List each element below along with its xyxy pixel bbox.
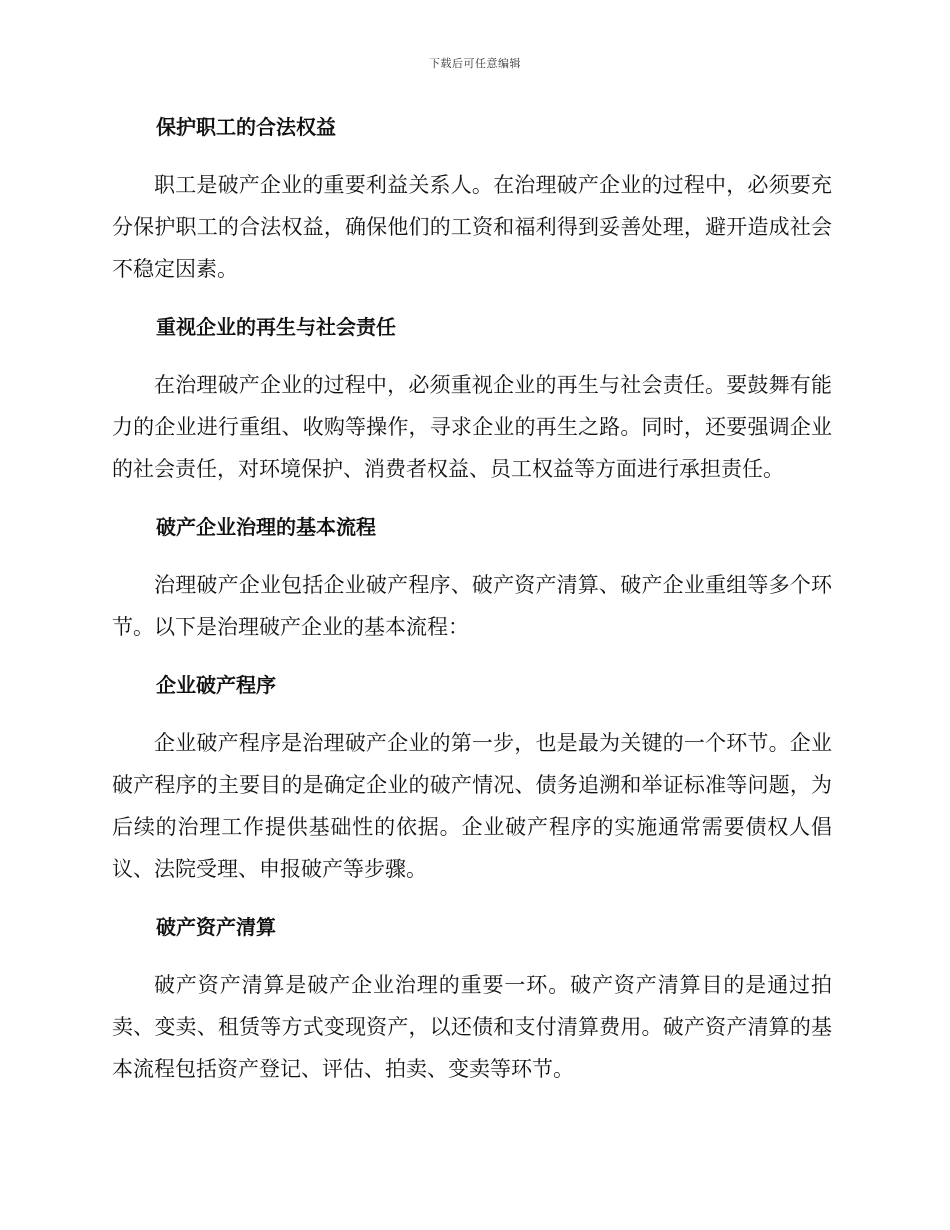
section-paragraph: 在治理破产企业的过程中，必须重视企业的再生与社会责任。要鼓舞有能力的企业进行重组、收购等操作，寻求企业的再生之路。同时，还要强调企业的社会责任，对环境保护、消费者权益、员工权益等方面进行承担责任。 [112,373,832,481]
section-paragraph: 企业破产程序是治理破产企业的第一步，也是最为关键的一个环节。企业破产程序的主要目的是确定企业的破产情况、债务追溯和举证标准等问题，为后续的治理工作提供基础性的依据。企业破产程序的实施通常需要债权人倡议、法院受理、申报破产等步骤。 [112,731,832,881]
section-heading: 破产企业治理的基本流程 [156,515,376,539]
header-note: 下载后可任意编辑 [429,57,521,70]
section-paragraph: 破产资产清算是破产企业治理的重要一环。破产资产清算目的是通过拍卖、变卖、租赁等方式变现资产，以还债和支付清算费用。破产资产清算的基本流程包括资产登记、评估、拍卖、变卖等环节。 [112,973,832,1081]
section-heading: 重视企业的再生与社会责任 [156,315,396,339]
section-heading: 保护职工的合法权益 [156,115,336,139]
document-body [112,112,832,1090]
section-heading: 企业破产程序 [156,673,276,697]
section-paragraph: 治理破产企业包括企业破产程序、破产资产清算、破产企业重组等多个环节。以下是治理破产企业的基本流程： [112,573,832,639]
section-heading: 破产资产清算 [156,915,276,939]
section-paragraph: 职工是破产企业的重要利益关系人。在治理破产企业的过程中，必须要充分保护职工的合法权益，确保他们的工资和福利得到妥善处理，避开造成社会不稳定因素。 [112,173,832,281]
